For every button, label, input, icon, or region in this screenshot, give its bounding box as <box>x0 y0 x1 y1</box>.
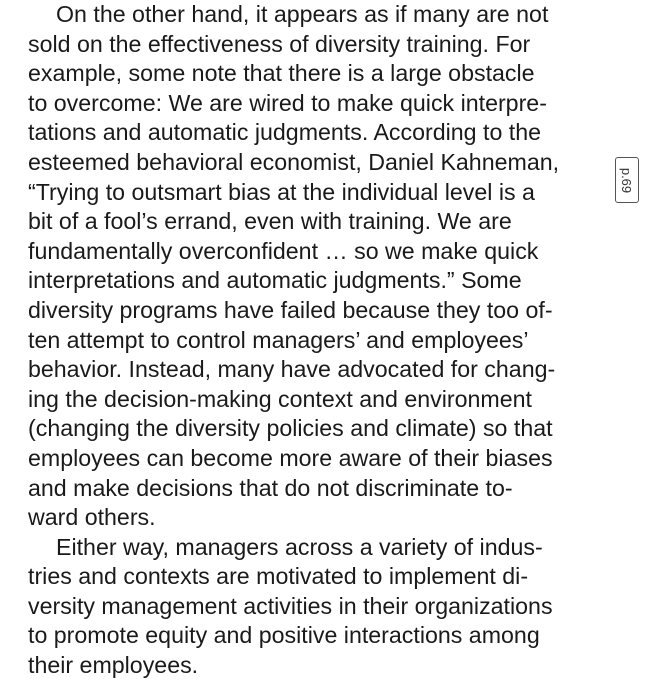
text-line: to overcome: We are wired to make quick interpre- <box>28 89 547 116</box>
text-line: interpretations and automatic judgments.” Some <box>28 267 522 294</box>
text-line: ing the decision-making context and environment <box>28 385 532 412</box>
text-line: example, some note that there is a large obstacle <box>28 60 535 87</box>
text-line: On the other hand, it appears as if many are not <box>56 1 549 27</box>
text-line: their employees. <box>28 652 199 679</box>
text-line: versity management activities in their organizations <box>28 592 553 619</box>
text-line: and make decisions that do not discriminate to- <box>28 474 513 501</box>
text-line: employees can become more aware of their biases <box>28 444 553 471</box>
text-line: “Trying to outsmart bias at the individual level is a <box>28 178 535 205</box>
text-line: fundamentally overconfident … so we make quick <box>28 237 539 264</box>
text-line: bit of a fool’s errand, even with training. We are <box>28 208 512 235</box>
text-line: tries and contexts are motivated to implement di- <box>28 563 529 590</box>
paragraph-1 <box>28 0 613 533</box>
text-line: diversity programs have failed because they too of- <box>28 296 553 323</box>
text-line: ten attempt to control managers’ and employees’ <box>28 326 529 353</box>
text-line: sold on the effectiveness of diversity training. For <box>28 30 531 57</box>
text-line: ward others. <box>28 504 156 531</box>
body-text <box>28 0 613 681</box>
page-number-label: p.69 <box>619 167 635 193</box>
page-number-marker <box>615 157 639 203</box>
text-line: (changing the diversity policies and climate) so that <box>28 415 553 442</box>
text-line: to promote equity and positive interactions among <box>28 622 540 649</box>
text-line: behavior. Instead, many have advocated for chang- <box>28 356 556 383</box>
text-line: tations and automatic judgments. According to the <box>28 119 542 146</box>
paragraph-2 <box>28 533 613 681</box>
text-line: esteemed behavioral economist, Daniel Kahneman, <box>28 148 560 175</box>
text-line: Either way, managers across a variety of indus- <box>56 533 543 560</box>
